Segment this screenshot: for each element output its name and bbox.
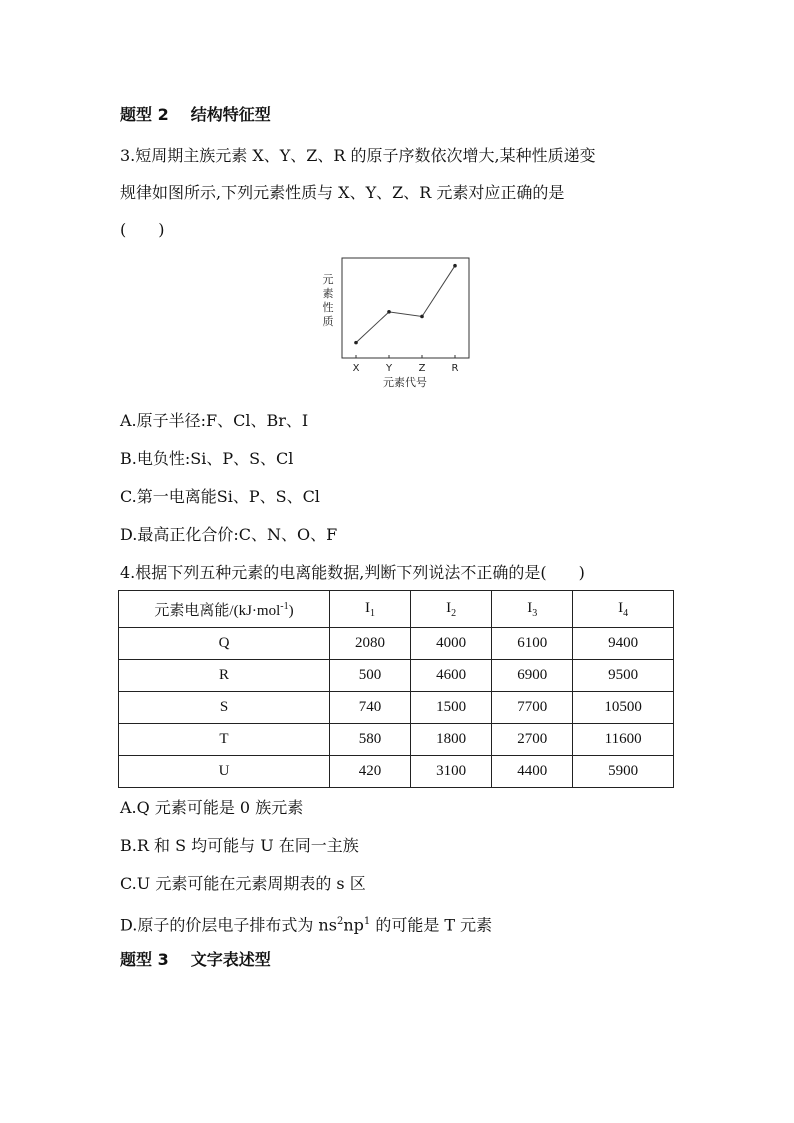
q3-option-d: D.最高正化合价:C、N、O、F [120, 525, 338, 544]
q3-stem-line1: 3.短周期主族元素 X、Y、Z、R 的原子序数依次增大,某种性质递变 [120, 146, 596, 165]
table-row [119, 692, 674, 724]
cell-value: 4400 [492, 756, 573, 788]
cell-value: 7700 [492, 692, 573, 724]
q4-option-c: C.U 元素可能在元素周期表的 s 区 [120, 874, 366, 893]
cell-value: 1800 [411, 724, 492, 756]
header-i3: $I_3$ [492, 591, 573, 628]
q3-answer-paren: ( ) [120, 220, 165, 239]
q3-option-b: B.电负性:Si、P、S、Cl [120, 449, 294, 468]
header-i2: $I_2$ [411, 591, 492, 628]
cell-value: 6900 [492, 660, 573, 692]
ionization-energy-table [118, 590, 674, 788]
q4-option-a: A.Q 元素可能是 0 族元素 [120, 798, 304, 817]
cell-value: 580 [330, 724, 411, 756]
section-number: 题型 2 [120, 105, 169, 124]
cell-value: 2080 [330, 628, 411, 660]
cell-value: 740 [330, 692, 411, 724]
cell-value: 11600 [573, 724, 674, 756]
section-title: 结构特征型 [190, 105, 271, 124]
q4-option-b: B.R 和 S 均可能与 U 在同一主族 [120, 836, 359, 855]
section-title: 文字表述型 [190, 950, 271, 969]
header-i4: $I_4$ [573, 591, 674, 628]
data-point-Y [387, 310, 391, 314]
cell-value: 10500 [573, 692, 674, 724]
q4-option-d: D.原子的价层电子排布式为 $ns^2np^1$ 的可能是 T 元素 [120, 915, 493, 935]
x-tick-label: X [352, 363, 360, 374]
q3-option-a: A.原子半径:F、Cl、Br、I [120, 411, 309, 430]
header-i1: $I_1$ [330, 591, 411, 628]
q3-stem-line2: 规律如图所示,下列元素性质与 X、Y、Z、R 元素对应正确的是 [120, 183, 565, 202]
table-row [119, 724, 674, 756]
cell-value: 1500 [411, 692, 492, 724]
cell-value: 420 [330, 756, 411, 788]
q4-stem-pre: 4.根据下列五种元素的电离能数据,判断下列说法 [120, 563, 461, 582]
q4-stem [120, 563, 585, 583]
data-point-R [453, 264, 457, 268]
cell-value: 500 [330, 660, 411, 692]
data-point-X [354, 341, 358, 345]
cell-value: 9400 [573, 628, 674, 660]
q4-stem-not: 不正确 [460, 563, 509, 582]
cell-element: Q [119, 628, 330, 660]
series-line [356, 266, 455, 343]
cell-value: 4600 [411, 660, 492, 692]
data-point-Z [420, 315, 424, 319]
x-tick-label: Y [385, 363, 393, 374]
x-tick-label: Z [418, 363, 426, 374]
section-heading-3 [120, 950, 271, 970]
cell-value: 9500 [573, 660, 674, 692]
table-row [119, 756, 674, 788]
property-trend-chart [318, 253, 478, 393]
section-number: 题型 3 [120, 950, 169, 969]
table-row [119, 628, 674, 660]
cell-value: 2700 [492, 724, 573, 756]
q3-option-c: C.第一电离能Si、P、S、Cl [120, 487, 320, 506]
cell-element: S [119, 692, 330, 724]
header-element-energy: 元素电离能/(kJ·mol$^{-1}$) [119, 591, 330, 628]
x-axis-label: 元素代号 [383, 376, 427, 389]
cell-value: 3100 [411, 756, 492, 788]
q4-stem-post: 的是( ) [508, 563, 585, 582]
cell-element: R [119, 660, 330, 692]
cell-element: U [119, 756, 330, 788]
table-header-row [119, 591, 674, 628]
section-heading-2 [120, 105, 271, 125]
table-row [119, 660, 674, 692]
cell-element: T [119, 724, 330, 756]
y-axis-label: 元素性质 [322, 273, 334, 328]
x-tick-label: R [451, 363, 459, 374]
cell-value: 6100 [492, 628, 573, 660]
cell-value: 5900 [573, 756, 674, 788]
cell-value: 4000 [411, 628, 492, 660]
